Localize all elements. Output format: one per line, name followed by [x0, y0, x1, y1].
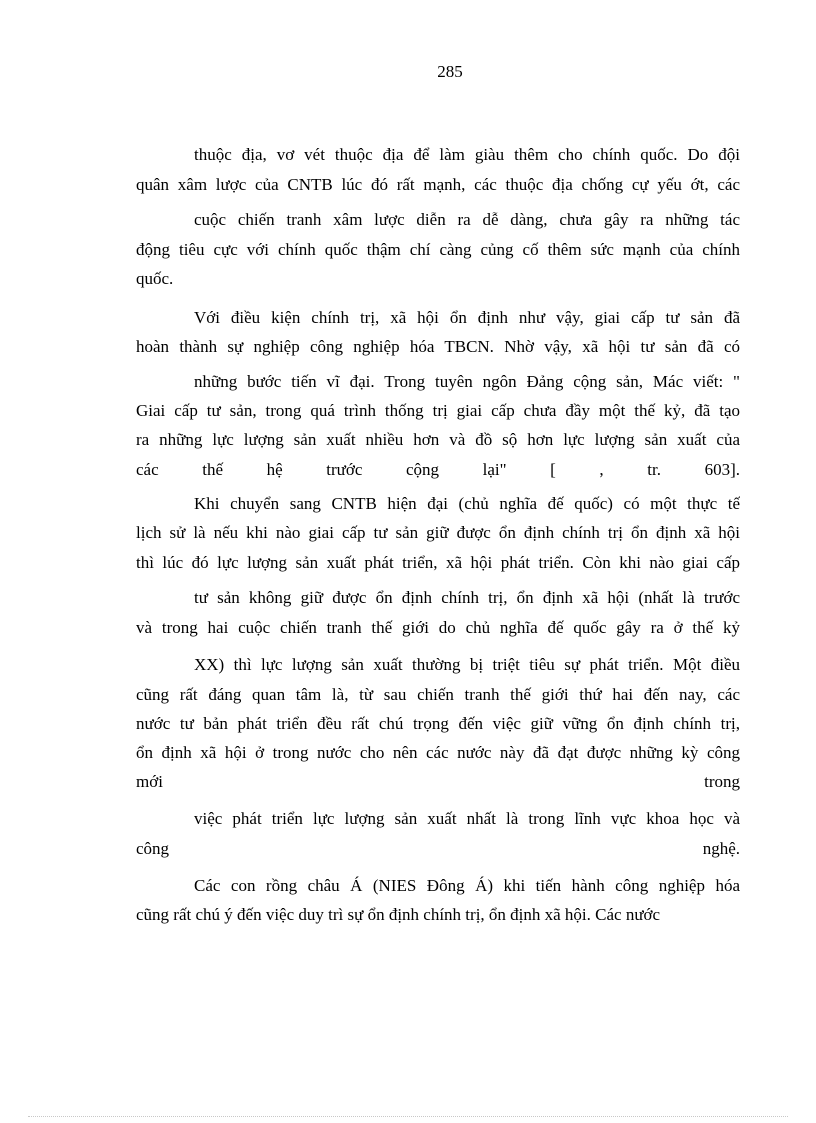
text-line: cuộc chiến tranh xâm lược diễn ra dễ dàng, chưa gây ra những tác — [194, 210, 740, 229]
text-line: hoàn thành sự nghiệp công nghiệp hóa TBCN. Nhờ vậy, xã hội tư sản đã có — [136, 337, 740, 356]
text-line: cũng rất đáng quan tâm là, từ sau chiến tranh thế giới thứ hai đến nay, các — [136, 685, 740, 704]
text-line: Khi chuyển sang CNTB hiện đại (chủ nghĩa đế quốc) có một thực tế — [194, 494, 740, 513]
page-bottom-rule — [28, 1116, 788, 1117]
text-line: Giai cấp tư sản, trong quá trình thống trị giai cấp chưa đầy một thế kỷ, đã tạo — [136, 401, 740, 420]
text-line: và trong hai cuộc chiến tranh thế giới do chủ nghĩa đế quốc gây ra ở thế kỷ — [136, 618, 740, 637]
text-line: các thế hệ trước cộng lại" [ , tr. 603]. — [136, 460, 740, 479]
text-line: lịch sử là nếu khi nào giai cấp tư sản giữ được ổn định chính trị ổn định xã hội — [136, 523, 740, 542]
text-line: những bước tiến vĩ đại. Trong tuyên ngôn Đảng cộng sản, Mác viết: " — [194, 372, 740, 391]
page-number: 285 — [437, 62, 463, 81]
text-line: nước tư bản phát triển đều rất chú trọng đến việc giữ vững ổn định chính trị, — [136, 714, 740, 733]
text-line: việc phát triển lực lượng sản xuất nhất là trong lĩnh vực khoa học và — [194, 809, 740, 828]
text-line: XX) thì lực lượng sản xuất thường bị triệt tiêu sự phát triển. Một điều — [194, 655, 740, 674]
text-line: mới trong — [136, 772, 740, 791]
text-line: quốc. — [136, 269, 174, 288]
text-line: thì lúc đó lực lượng sản xuất phát triển, xã hội phát triển. Còn khi nào giai cấp — [136, 553, 740, 572]
text-line: Với điều kiện chính trị, xã hội ổn định như vậy, giai cấp tư sản đã — [194, 308, 740, 327]
text-line: Các con rồng châu Á (NIES Đông Á) khi tiến hành công nghiệp hóa — [194, 876, 740, 895]
text-line: công nghệ. — [136, 839, 740, 858]
text-line: tư sản không giữ được ổn định chính trị, ổn định xã hội (nhất là trước — [194, 588, 740, 607]
text-line: ra những lực lượng sản xuất nhiều hơn và đồ sộ hơn lực lượng sản xuất của — [136, 430, 740, 449]
text-line: ổn định xã hội ở trong nước cho nên các nước này đã đạt được những kỳ công — [136, 743, 740, 762]
text-line: động tiêu cực với chính quốc thậm chí càng củng cố thêm sức mạnh của chính — [136, 240, 740, 259]
text-line: cũng rất chú ý đến việc duy trì sự ổn định chính trị, ổn định xã hội. Các nước — [136, 905, 661, 924]
text-line: thuộc địa, vơ vét thuộc địa để làm giàu thêm cho chính quốc. Do đội — [194, 145, 740, 164]
text-line: quân xâm lược của CNTB lúc đó rất mạnh, các thuộc địa chống cự yếu ớt, các — [136, 175, 740, 194]
